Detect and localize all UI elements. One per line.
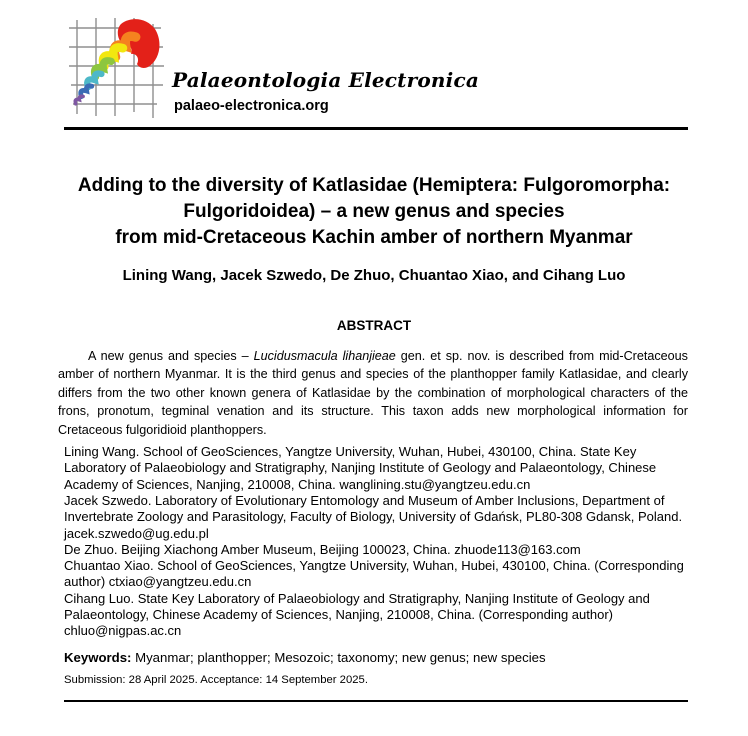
affiliations-list (64, 444, 688, 640)
abstract-text-after: gen. et sp. nov. is described from mid-Cretaceous amber of northern Myanmar. It is the third genus and species of the planthopper family Katlasidae, and clearly differs from the two other known genera of Katlasidae by the combination of morphological characters of the frons, pronotum, tegminal venation and its structure. This taxon adds new morphological information for Cretaceous fulgoridioid planthoppers. (58, 349, 688, 437)
affiliation-entry: De Zhuo. Beijing Xiachong Amber Museum, Beijing 100023, China. zhuode113@163.com (64, 541, 581, 557)
submission-dates-line: Submission: 28 April 2025. Acceptance: 14 September 2025. (64, 673, 368, 686)
keywords-text: Myanmar; planthopper; Mesozoic; taxonomy; new genus; new species (131, 649, 546, 665)
journal-ammonite-logo-icon (67, 16, 165, 119)
abstract-text-before: A new genus and species – (88, 349, 254, 363)
affiliation-entry: Chuantao Xiao. School of GeoSciences, Yangtze University, Wuhan, Hubei, 430100, China. (Corresponding author) ctxiao@yangtzeu.edu.cn (64, 558, 684, 590)
journal-name: Palaeontologia Electronica (172, 68, 479, 92)
header-divider-rule (64, 127, 688, 130)
keywords-label: Keywords: (64, 649, 132, 665)
abstract-heading: ABSTRACT (336, 318, 412, 333)
journal-header (0, 0, 748, 130)
article-title-line-2: Fulgoridoidea) – a new genus and species (183, 201, 565, 222)
journal-website: palaeo-electronica.org (174, 98, 329, 114)
footer-divider-rule (64, 700, 688, 703)
article-title-line-3: from mid-Cretaceous Kachin amber of northern Myanmar (115, 227, 633, 248)
article-authors: Lining Wang, Jacek Szwedo, De Zhuo, Chuantao Xiao, and Cihang Luo (122, 267, 626, 284)
logo-wave-purple-icon (74, 95, 84, 104)
affiliation-entry: Cihang Luo. State Key Laboratory of Palaeobiology and Stratigraphy, Nanjing Institute of Geology and Palaeontology, Chinese Academy of Sciences, Nanjing, 210008, China. (Corresponding author) chluo@nigpas.ac.cn (64, 590, 650, 639)
affiliation-entry: Jacek Szwedo. Laboratory of Evolutionary Entomology and Museum of Amber Inclusions, Department of Invertebrate Zoology and Parasitology, Faculty of Biology, University of Gdańsk, PL80-308 Gdansk, Poland. jacek.szwedo@ug.edu.pl (64, 492, 683, 541)
affiliation-entry: Lining Wang. School of GeoSciences, Yangtze University, Wuhan, Hubei, 430100, China. State Key Laboratory of Palaeobiology and Stratigraphy, Nanjing Institute of Geology and Palaeontology, Chinese Academy of Sciences, Nanjing, 210008, China. wanglining.stu@yangtzeu.edu.cn (64, 444, 657, 492)
abstract-species-name: Lucidusmacula lihanjieae (253, 349, 396, 363)
article-title-line-1: Adding to the diversity of Katlasidae (Hemiptera: Fulgoromorpha: (77, 175, 671, 196)
abstract-text (58, 347, 688, 439)
article-title (20, 173, 728, 251)
keywords-line (64, 649, 688, 666)
